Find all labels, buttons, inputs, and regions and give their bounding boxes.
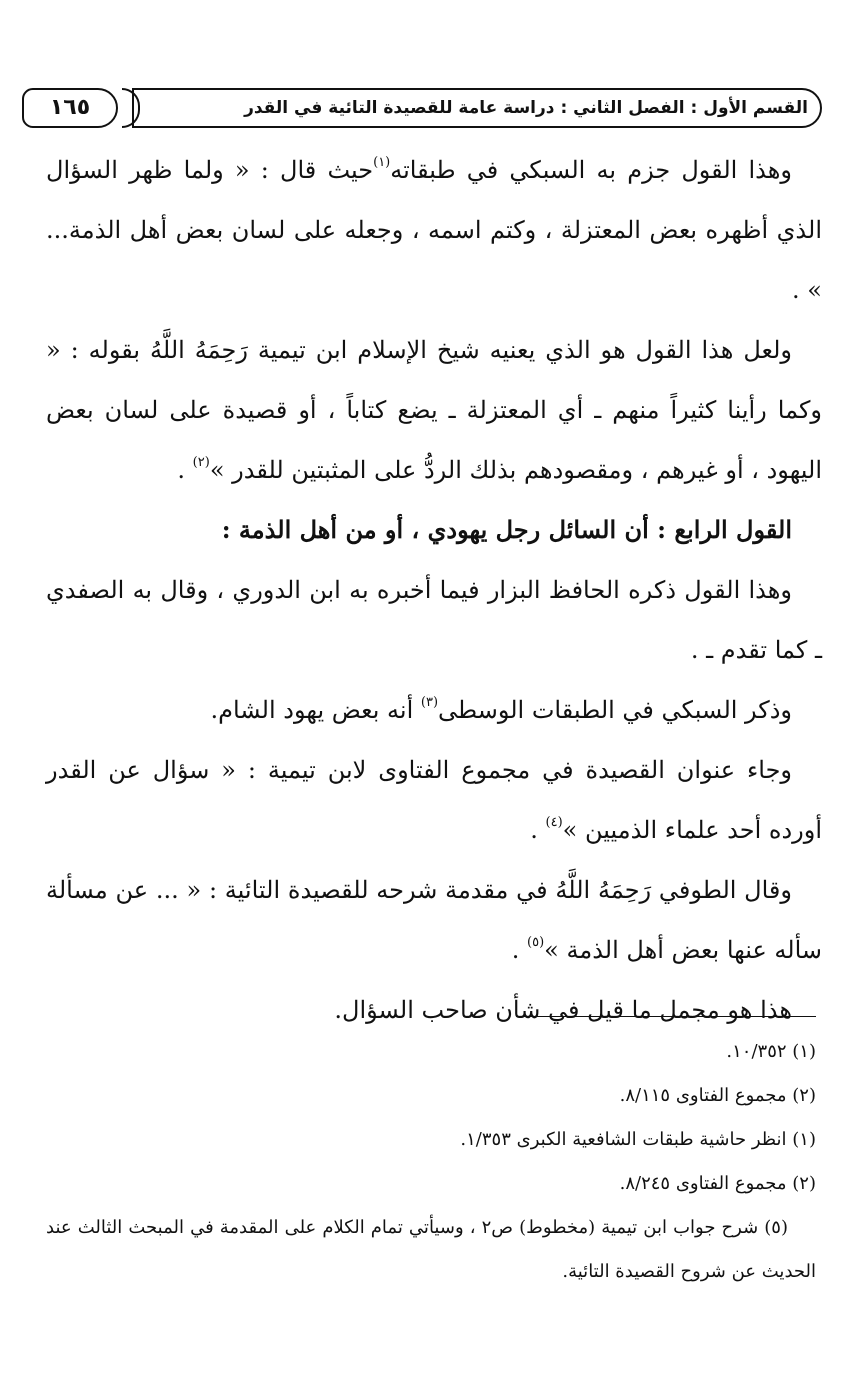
paragraph-6: وقال الطوفي رَحِمَهُ اللَّهُ في مقدمة شرحه للقصيدة التائية : « ... عن مسألة سأله عنها بعض أهل الذمة »$^{(٥)}$ . <box>46 876 822 964</box>
section-heading: القول الرابع : أن السائل رجل يهودي ، أو من أهل الذمة : <box>221 515 792 544</box>
footnote-separator <box>516 1016 816 1017</box>
paragraph-5: وجاء عنوان القصيدة في مجموع الفتاوى لابن تيمية : « سؤال عن القدر أورده أحد علماء الذميين »$^{(٤)}$ . <box>46 756 822 844</box>
footnote-1: (١) ١٠/٣٥٢. <box>726 1041 816 1062</box>
footnote-5: (٥) شرح جواب ابن تيمية (مخطوط) ص٢ ، وسيأتي تمام الكلام على المقدمة في المبحث الثالث عند الحديث عن شروح القصيدة التائية. <box>46 1217 816 1282</box>
running-header <box>22 88 822 132</box>
page-number: ١٦٥ <box>22 88 118 128</box>
footnote-4: (٢) مجموع الفتاوى ٨/٢٤٥. <box>619 1173 816 1194</box>
paragraph-4: وذكر السبكي في الطبقات الوسطى$^{(٣)}$ أنه بعض يهود الشام. <box>210 695 792 724</box>
footnote-ref-3: (٣) <box>420 695 439 710</box>
paragraph-3: وهذا القول ذكره الحافظ البزار فيما أخبره به ابن الدوري ، وقال به الصفدي ـ كما تقدم ـ . <box>46 576 822 664</box>
paragraph-1: وهذا القول جزم به السبكي في طبقاته$^{(١)}$حيث قال : « ولما ظهر السؤال الذي أظهره بعض المعتزلة ، وكتم اسمه ، وجعله على لسان بعض أهل الذمة... » . <box>46 155 823 304</box>
header-title: القسم الأول : الفصل الثاني : دراسة عامة للقصيدة التائية في القدر <box>132 88 822 128</box>
footnote-3: (١) انظر حاشية طبقات الشافعية الكبرى ١/٣٥٣. <box>460 1129 816 1150</box>
footnote-ref-2: (٢) <box>192 455 210 470</box>
footnote-ref-4: (٤) <box>545 815 563 830</box>
footnote-2: (٢) مجموع الفتاوى ٨/١١٥. <box>619 1085 816 1106</box>
paragraph-2: ولعل هذا القول هو الذي يعنيه شيخ الإسلام ابن تيمية رَحِمَهُ اللَّهُ بقوله : « وكما رأينا كثيراً منهم ـ أي المعتزلة ـ يضع كتاباً ، أو قصيدة على لسان بعض اليهود ، أو غيرهم ، ومقصودهم بذلك الردُّ على المثبتين للقدر »$^{(٢)}$ . <box>46 336 822 484</box>
footnotes <box>46 1030 816 1294</box>
footnote-ref-1: (١) <box>373 155 391 170</box>
body-text <box>46 140 822 1040</box>
footnote-ref-5: (٥) <box>527 935 545 950</box>
paragraph-7: هذا هو مجمل ما قيل في شأن صاحب السؤال. <box>334 996 792 1024</box>
